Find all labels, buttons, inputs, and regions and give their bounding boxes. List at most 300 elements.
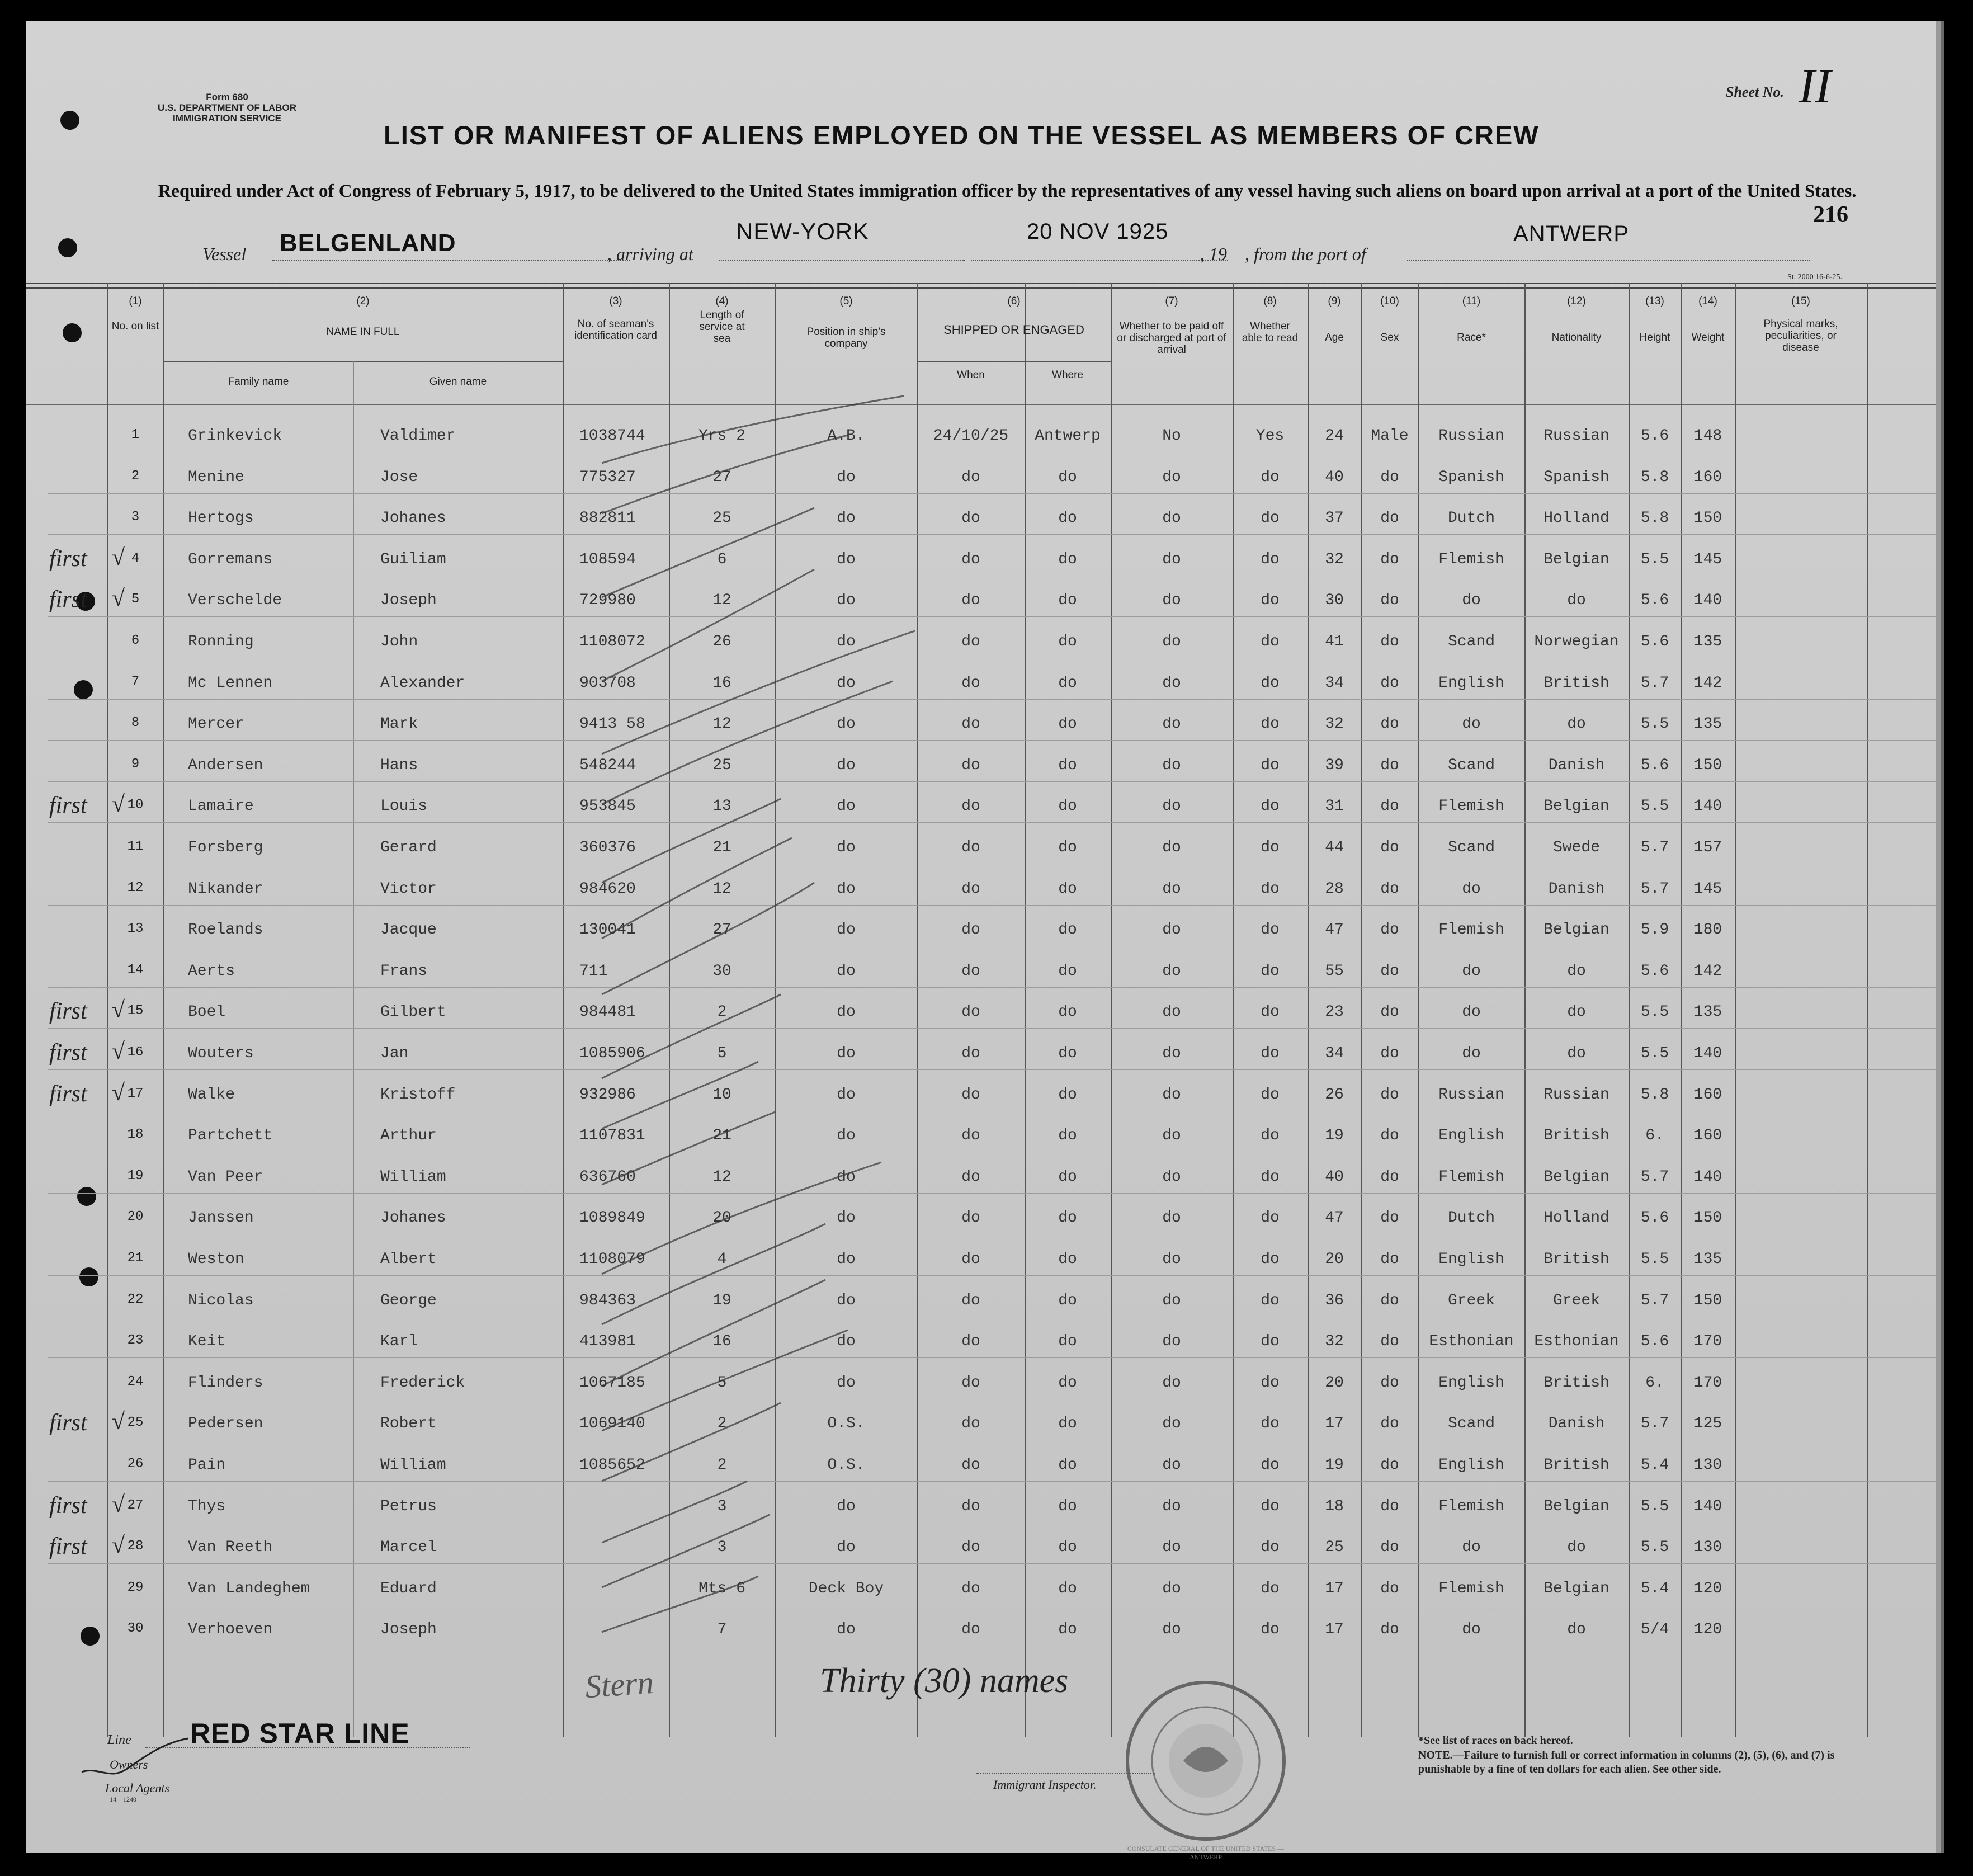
height: 5.7 <box>1640 1415 1669 1433</box>
service-length: 12 <box>712 880 731 898</box>
weight: 150 <box>1693 510 1722 527</box>
shipped-when: do <box>961 880 980 898</box>
nationality: Danish <box>1548 756 1605 774</box>
ship-position: do <box>837 592 856 610</box>
ship-position: do <box>837 674 856 692</box>
footer-line-label: Line <box>107 1733 131 1747</box>
margin-note: first <box>49 545 87 572</box>
race: English <box>1438 1251 1504 1268</box>
paid-off: do <box>1162 674 1181 692</box>
shipped-when: do <box>961 510 980 527</box>
shipped-when: 24/10/25 <box>933 427 1009 445</box>
able-to-read: do <box>1261 756 1280 774</box>
family-name: Flinders <box>188 1374 263 1392</box>
col5-header: (5) Position in ship's company <box>806 295 886 350</box>
paid-off: do <box>1162 550 1181 568</box>
weight: 160 <box>1693 1086 1722 1104</box>
height: 5.7 <box>1640 674 1669 692</box>
family-name: Pedersen <box>188 1415 263 1433</box>
weight: 170 <box>1693 1333 1722 1351</box>
race: Flemish <box>1438 1580 1504 1597</box>
height: 5.6 <box>1640 592 1669 610</box>
service-length: 21 <box>712 1127 731 1145</box>
margin-note: first <box>49 587 87 613</box>
row-number: 1 <box>131 427 140 442</box>
shipped-when: do <box>961 1415 980 1433</box>
punch-hole <box>74 680 93 699</box>
row-number: 2 <box>131 468 140 484</box>
weight: 130 <box>1693 1457 1722 1474</box>
service-length: Yrs 2 <box>698 427 745 445</box>
able-to-read: do <box>1261 1415 1280 1433</box>
seal-text: CONSULATE GENERAL OF THE UNITED STATES — ANTWERP <box>1127 1845 1285 1861</box>
able-to-read: do <box>1261 715 1280 733</box>
seaman-card-number: 130041 <box>579 921 636 939</box>
sex: do <box>1380 550 1399 568</box>
race: do <box>1462 962 1481 980</box>
paid-off: do <box>1162 1251 1181 1268</box>
able-to-read: do <box>1261 510 1280 527</box>
row-number: 7 <box>131 674 140 690</box>
height: 5.7 <box>1640 880 1669 898</box>
col11-header: (11) Race* <box>1457 295 1486 343</box>
able-to-read: do <box>1261 468 1280 486</box>
height: 5.6 <box>1640 756 1669 774</box>
seaman-card-number: 1067185 <box>579 1374 645 1392</box>
family-name: Menine <box>188 468 244 486</box>
shipped-where: do <box>1058 1333 1077 1351</box>
height: 5.8 <box>1640 510 1669 527</box>
check-mark: √ <box>112 997 125 1024</box>
sex: do <box>1380 756 1399 774</box>
departure-port: ANTWERP <box>1513 221 1629 246</box>
height: 5.7 <box>1640 1168 1669 1186</box>
race: English <box>1438 674 1504 692</box>
given-name: Guiliam <box>380 550 446 568</box>
sex: do <box>1380 1621 1399 1639</box>
height: 5.6 <box>1640 962 1669 980</box>
age: 34 <box>1325 1045 1344 1062</box>
ship-position: Deck Boy <box>808 1580 884 1597</box>
shipped-where: do <box>1058 1621 1077 1639</box>
nationality: Belgian <box>1544 921 1609 939</box>
paid-off: do <box>1162 1333 1181 1351</box>
family-name: Nicolas <box>188 1291 254 1309</box>
age: 32 <box>1325 1333 1344 1351</box>
weight: 135 <box>1693 1003 1722 1021</box>
shipped-where: do <box>1058 1209 1077 1227</box>
ship-position: do <box>837 715 856 733</box>
paid-off: No <box>1162 427 1181 445</box>
nationality: Esthonian <box>1534 1333 1619 1351</box>
sex: do <box>1380 1374 1399 1392</box>
given-name: Jacque <box>380 921 437 939</box>
service-length: 3 <box>717 1539 727 1557</box>
shipped-when: do <box>961 839 980 856</box>
paid-off: do <box>1162 1209 1181 1227</box>
given-name: Frans <box>380 962 428 980</box>
arriving-label: , arriving at <box>607 244 693 264</box>
seaman-card-number: 1038744 <box>579 427 645 445</box>
shipped-where: do <box>1058 962 1077 980</box>
given-name: Hans <box>380 756 418 774</box>
sex: do <box>1380 633 1399 651</box>
col10-header: (10) Sex <box>1380 295 1399 343</box>
nationality: British <box>1544 1457 1609 1474</box>
given-name: Jan <box>380 1045 409 1062</box>
race: Spanish <box>1438 468 1504 486</box>
age: 47 <box>1325 1209 1344 1227</box>
able-to-read: do <box>1261 1127 1280 1145</box>
row-number: 15 <box>127 1003 144 1019</box>
seaman-card-number: 953845 <box>579 798 636 816</box>
able-to-read: do <box>1261 1539 1280 1557</box>
sex: do <box>1380 921 1399 939</box>
vessel-name: BELGENLAND <box>280 229 456 257</box>
year-label: , 19 <box>1200 244 1227 264</box>
shipped-where: do <box>1058 1045 1077 1062</box>
height: 5.7 <box>1640 839 1669 856</box>
pencil-strokes <box>579 402 926 1688</box>
age: 25 <box>1325 1539 1344 1557</box>
family-name: Lamaire <box>188 798 254 816</box>
seaman-card-number: 711 <box>579 962 608 980</box>
row-number: 14 <box>127 962 144 978</box>
given-name: Marcel <box>380 1539 437 1557</box>
shipped-when: do <box>961 1127 980 1145</box>
race: Flemish <box>1438 1168 1504 1186</box>
check-mark: √ <box>112 1409 125 1435</box>
row-number: 13 <box>127 921 144 937</box>
age: 32 <box>1325 715 1344 733</box>
shipped-where: do <box>1058 1003 1077 1021</box>
age: 55 <box>1325 962 1344 980</box>
age: 19 <box>1325 1457 1344 1474</box>
paid-off: do <box>1162 880 1181 898</box>
row-number: 28 <box>127 1539 144 1554</box>
given-name: Joseph <box>380 592 437 610</box>
sex: do <box>1380 715 1399 733</box>
seaman-card-number: 636760 <box>579 1168 636 1186</box>
able-to-read: Yes <box>1255 427 1285 445</box>
weight: 145 <box>1693 880 1722 898</box>
paid-off: do <box>1162 1457 1181 1474</box>
seaman-card-number: 932986 <box>579 1086 636 1104</box>
sex: do <box>1380 839 1399 856</box>
height: 5.7 <box>1640 1291 1669 1309</box>
service-length: 20 <box>712 1209 731 1227</box>
weight: 150 <box>1693 1291 1722 1309</box>
col15-header: (15) Physical marks, peculiarities, or disease <box>1763 295 1838 353</box>
shipped-where: do <box>1058 715 1077 733</box>
footer-agents-label: Local Agents <box>105 1781 170 1795</box>
col3-header: (3) No. of seaman's identification card <box>574 295 657 342</box>
seaman-card-number: 1089849 <box>579 1209 645 1227</box>
weight: 160 <box>1693 1127 1722 1145</box>
age: 30 <box>1325 592 1344 610</box>
able-to-read: do <box>1261 1168 1280 1186</box>
check-mark: √ <box>112 544 125 571</box>
ship-position: do <box>837 921 856 939</box>
ship-position: O.S. <box>827 1415 865 1433</box>
arrival-port: NEW-YORK <box>736 218 870 244</box>
shipped-where: do <box>1058 592 1077 610</box>
paid-off: do <box>1162 715 1181 733</box>
able-to-read: do <box>1261 1580 1280 1597</box>
sex: do <box>1380 592 1399 610</box>
shipped-when: do <box>961 756 980 774</box>
arrival-date: 20 NOV 1925 <box>1027 219 1169 244</box>
punch-hole <box>79 1267 98 1286</box>
race: do <box>1462 1045 1481 1062</box>
given-name: Kristoff <box>380 1086 456 1104</box>
paid-off: do <box>1162 1003 1181 1021</box>
given-name: Valdimer <box>380 427 456 445</box>
service-length: 4 <box>717 1251 727 1268</box>
race: Flemish <box>1438 798 1504 816</box>
able-to-read: do <box>1261 1045 1280 1062</box>
nationality: do <box>1567 592 1586 610</box>
given-name: Gerard <box>380 839 437 856</box>
name-count: Thirty (30) names <box>820 1662 1069 1700</box>
race: do <box>1462 1539 1481 1557</box>
shipped-when: do <box>961 633 980 651</box>
given-name: Arthur <box>380 1127 437 1145</box>
family-name: Van Peer <box>188 1168 263 1186</box>
check-mark: √ <box>112 586 125 612</box>
able-to-read: do <box>1261 1291 1280 1309</box>
sex: do <box>1380 880 1399 898</box>
consulate-seal <box>1122 1677 1290 1845</box>
nationality: Belgian <box>1544 550 1609 568</box>
margin-note: first <box>49 1492 87 1519</box>
able-to-read: do <box>1261 921 1280 939</box>
shipped-when: do <box>961 1374 980 1392</box>
seaman-card-number: 1085906 <box>579 1045 645 1062</box>
age: 17 <box>1325 1621 1344 1639</box>
height: 5.5 <box>1640 550 1669 568</box>
given-name: Frederick <box>380 1374 465 1392</box>
paid-off: do <box>1162 1291 1181 1309</box>
age: 47 <box>1325 921 1344 939</box>
seaman-card-number: 984481 <box>579 1003 636 1021</box>
age: 18 <box>1325 1497 1344 1515</box>
age: 44 <box>1325 839 1344 856</box>
sex: do <box>1380 1415 1399 1433</box>
height: 5.6 <box>1640 1209 1669 1227</box>
height: 5.5 <box>1640 715 1669 733</box>
given-name: John <box>380 633 418 651</box>
able-to-read: do <box>1261 798 1280 816</box>
shipped-when: do <box>961 1168 980 1186</box>
ship-position: do <box>837 798 856 816</box>
paid-off: do <box>1162 1539 1181 1557</box>
ship-position: do <box>837 880 856 898</box>
paid-off: do <box>1162 1415 1181 1433</box>
given-name: Robert <box>380 1415 437 1433</box>
family-name: Thys <box>188 1497 226 1515</box>
ship-position: do <box>837 1251 856 1268</box>
family-name: Andersen <box>188 756 263 774</box>
paid-off: do <box>1162 839 1181 856</box>
ship-position: O.S. <box>827 1457 865 1474</box>
row-number: 8 <box>131 715 140 731</box>
nationality: British <box>1544 674 1609 692</box>
shipped-where: do <box>1058 1251 1077 1268</box>
age: 24 <box>1325 427 1344 445</box>
race: do <box>1462 715 1481 733</box>
service-length: 27 <box>712 468 731 486</box>
service-length: 19 <box>712 1291 731 1309</box>
department-name: U.S. DEPARTMENT OF LABOR <box>157 102 297 113</box>
seaman-card-number: 413981 <box>579 1333 636 1351</box>
given-name: Mark <box>380 715 418 733</box>
sex: do <box>1380 1003 1399 1021</box>
races-note: *See list of races on back hereof. <box>1418 1734 1573 1747</box>
ship-position: do <box>837 839 856 856</box>
sex: do <box>1380 510 1399 527</box>
family-name: Wouters <box>188 1045 254 1062</box>
given-name: Petrus <box>380 1497 437 1515</box>
seaman-card-number: 360376 <box>579 839 636 856</box>
service-length: 25 <box>712 510 731 527</box>
shipped-where: do <box>1058 1127 1077 1145</box>
given-name: Johanes <box>380 510 446 527</box>
race: do <box>1462 880 1481 898</box>
col12-header: (12) Nationality <box>1551 295 1602 343</box>
family-name: Pain <box>188 1457 226 1474</box>
row-number: 30 <box>127 1621 144 1637</box>
seaman-card-number: 1108079 <box>579 1251 645 1268</box>
shipped-where: Antwerp <box>1035 427 1101 445</box>
height: 5.6 <box>1640 633 1669 651</box>
sex: do <box>1380 1086 1399 1104</box>
race: Scand <box>1447 839 1495 856</box>
service-length: 26 <box>712 633 731 651</box>
nationality: do <box>1567 1045 1586 1062</box>
footer-owners-label: Owners <box>110 1757 148 1771</box>
weight: 145 <box>1693 550 1722 568</box>
col14-header: (14) Weight <box>1691 295 1725 343</box>
age: 17 <box>1325 1580 1344 1597</box>
row-number: 4 <box>131 550 140 566</box>
col2-header: (2) NAME IN FULL <box>326 295 400 338</box>
able-to-read: do <box>1261 592 1280 610</box>
shipped-when: do <box>961 1497 980 1515</box>
age: 32 <box>1325 550 1344 568</box>
family-name: Verhoeven <box>188 1621 273 1639</box>
service-length: 13 <box>712 798 731 816</box>
paid-off: do <box>1162 798 1181 816</box>
sheet-label: Sheet No. <box>1726 84 1784 100</box>
family-name: Partchett <box>188 1127 273 1145</box>
service-length: 12 <box>712 715 731 733</box>
weight: 140 <box>1693 592 1722 610</box>
inspector-label: Immigrant Inspector. <box>993 1778 1097 1792</box>
seaman-card-number: 1085652 <box>579 1457 645 1474</box>
row-number: 12 <box>127 880 144 895</box>
able-to-read: do <box>1261 1251 1280 1268</box>
weight: 148 <box>1693 427 1722 445</box>
page-subtitle: Required under Act of Congress of February 5, 1917, to be delivered to the United States immigration officer by the representatives of any vessel having such aliens on board upon arrival at a port of the United States. <box>158 181 1857 201</box>
inspector-signature: Stern <box>583 1663 655 1705</box>
height: 5.6 <box>1640 1333 1669 1351</box>
row-number: 20 <box>127 1209 144 1225</box>
shipped-when: do <box>961 1209 980 1227</box>
nationality: Danish <box>1548 880 1605 898</box>
weight: 140 <box>1693 1497 1722 1515</box>
shipped-when: do <box>961 592 980 610</box>
race: do <box>1462 1621 1481 1639</box>
service-length: 12 <box>712 1168 731 1186</box>
from-port-label: , from the port of <box>1245 244 1366 264</box>
race: Flemish <box>1438 921 1504 939</box>
age: 31 <box>1325 798 1344 816</box>
nationality: Swede <box>1552 839 1600 856</box>
shipped-where: do <box>1058 468 1077 486</box>
ship-position: do <box>837 756 856 774</box>
weight: 135 <box>1693 715 1722 733</box>
given-name: Joseph <box>380 1621 437 1639</box>
punch-hole <box>58 238 77 257</box>
race: Russian <box>1438 1086 1504 1104</box>
shipped-when: do <box>961 715 980 733</box>
row-number: 26 <box>127 1457 144 1472</box>
given-name: Louis <box>380 798 428 816</box>
nationality: Holland <box>1544 1209 1609 1227</box>
height: 5.4 <box>1640 1580 1669 1597</box>
height: 5.5 <box>1640 1497 1669 1515</box>
race: Dutch <box>1447 510 1495 527</box>
page-title: LIST OR MANIFEST OF ALIENS EMPLOYED ON THE VESSEL AS MEMBERS OF CREW <box>384 120 1540 150</box>
able-to-read: do <box>1261 839 1280 856</box>
weight: 135 <box>1693 633 1722 651</box>
paid-off: do <box>1162 1045 1181 1062</box>
sex: do <box>1380 1251 1399 1268</box>
service-length: 2 <box>717 1415 727 1433</box>
able-to-read: do <box>1261 962 1280 980</box>
shipped-where: do <box>1058 1168 1077 1186</box>
form-header <box>126 92 328 124</box>
race: Scand <box>1447 756 1495 774</box>
seaman-card-number: 1108072 <box>579 633 645 651</box>
height: 5.8 <box>1640 468 1669 486</box>
seaman-card-number: 1107831 <box>579 1127 645 1145</box>
check-mark: √ <box>112 1491 125 1517</box>
family-name: Janssen <box>188 1209 254 1227</box>
row-number: 3 <box>131 510 140 525</box>
given-name: Jose <box>380 468 418 486</box>
race: Greek <box>1447 1291 1495 1309</box>
race: English <box>1438 1457 1504 1474</box>
able-to-read: do <box>1261 550 1280 568</box>
weight: 142 <box>1693 674 1722 692</box>
service-length: 21 <box>712 839 731 856</box>
shipped-when: do <box>961 921 980 939</box>
nationality: Belgian <box>1544 1497 1609 1515</box>
nationality: do <box>1567 1539 1586 1557</box>
family-name: Boel <box>188 1003 226 1021</box>
owners-scribble <box>76 1727 199 1789</box>
age: 40 <box>1325 468 1344 486</box>
service-length: 3 <box>717 1497 727 1515</box>
weight: 160 <box>1693 468 1722 486</box>
seaman-card-number: 1069140 <box>579 1415 645 1433</box>
col9-header: (9) Age <box>1325 295 1344 343</box>
ship-position: do <box>837 1086 856 1104</box>
shipped-where: do <box>1058 1539 1077 1557</box>
shipped-when: do <box>961 962 980 980</box>
